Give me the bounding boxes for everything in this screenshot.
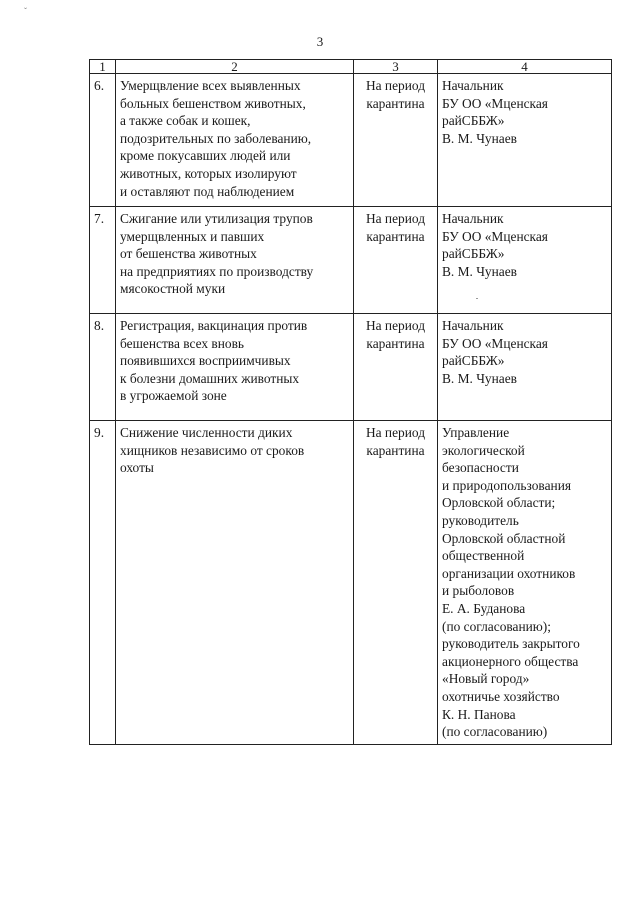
term-cell: На период карантина	[354, 74, 438, 207]
page-number: 3	[316, 34, 324, 49]
row-number: 8.	[90, 314, 116, 421]
task-cell: Регистрация, вакцинация против бешенства всех вновь появившихся восприимчивых к болезни домашних животных в угрожаемой зоне	[116, 314, 354, 421]
term-cell: На период карантина	[354, 314, 438, 421]
responsible-cell: Управление экологической безопасности и природопользования Орловской области; руководитель Орловской областной общественной организации охотников и рыболовов Е. А. Буданова (по согласованию); руководитель закрытого акционерного общества «Новый город» охотничье хозяйство К. Н. Панова (по согласованию)	[438, 421, 612, 745]
header-row	[90, 60, 612, 74]
row-number: 7.	[90, 207, 116, 314]
table-row	[90, 421, 612, 745]
header-col-4: 4	[438, 60, 612, 74]
responsible-cell: Начальник БУ ОО «Мценская райСББЖ» В. М. Чунаев	[438, 314, 612, 421]
table-row	[90, 314, 612, 421]
responsible-cell: Начальник БУ ОО «Мценская райСББЖ» В. М. Чунаев	[438, 74, 612, 207]
task-cell: Умерщвление всех выявленных больных бешенством животных, а также собак и кошек, подозрительных по заболеванию, кроме покусавших людей или животных, которых изолируют и оставляют под наблюдением	[116, 74, 354, 207]
table-row	[90, 207, 612, 314]
row-number: 9.	[90, 421, 116, 745]
scan-mark: ˇ	[24, 6, 27, 16]
measures-table	[89, 59, 612, 745]
term-cell: На период карантина	[354, 207, 438, 314]
row-number: 6.	[90, 74, 116, 207]
header-col-3: 3	[354, 60, 438, 74]
task-cell: Сжигание или утилизация трупов умерщвленных и павших от бешенства животных на предприятиях по производству мясокостной муки	[116, 207, 354, 314]
responsible-cell: Начальник БУ ОО «Мценская райСББЖ» В. М. Чунаев	[438, 207, 612, 314]
header-col-2: 2	[116, 60, 354, 74]
term-cell: На период карантина	[354, 421, 438, 745]
table-row	[90, 74, 612, 207]
header-col-1: 1	[90, 60, 116, 74]
task-cell: Снижение численности диких хищников независимо от сроков охоты	[116, 421, 354, 745]
